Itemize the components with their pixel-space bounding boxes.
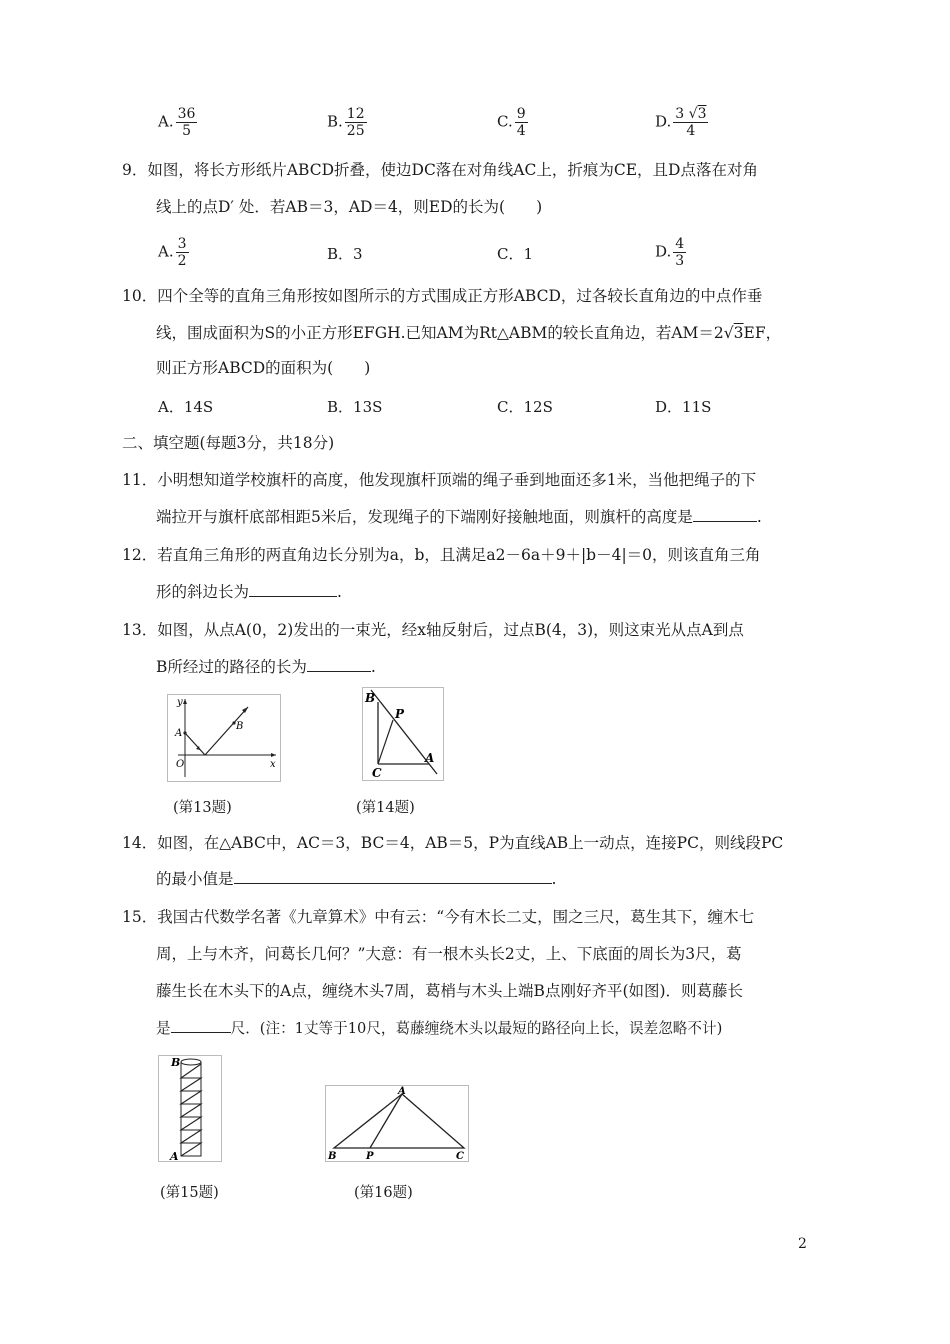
figure-14-diagram xyxy=(363,688,443,780)
q10-line1: 10．四个全等的直角三角形按如图所示的方式围成正方形ABCD，过各较长直角边的中点作垂 xyxy=(122,287,763,305)
label-a: A xyxy=(170,1150,179,1161)
page-number: 2 xyxy=(798,1236,807,1252)
label-a: A xyxy=(425,751,435,765)
log-top xyxy=(181,1059,201,1065)
q14-line1: 14．如图，在△ABC中，AC＝3，BC＝4，AB＝5，P为直线AB上一动点，连接PC，则线段PC xyxy=(122,834,784,852)
figure-14 xyxy=(362,687,444,781)
vine-spiral xyxy=(181,1064,201,1156)
label-o: O xyxy=(176,759,185,770)
q10-option-c: C．12S xyxy=(497,398,553,416)
label-c: C xyxy=(372,766,382,780)
q8-option-b: B. $\frac{12}{25}$ xyxy=(327,106,365,139)
q14-answer-blank xyxy=(234,869,552,884)
q8-option-d: D. $\frac{3 √3}{4}$ xyxy=(655,106,707,139)
q15-line1: 15．我国古代数学名著《九章算术》中有云：“今有木长二丈，围之三尺，葛生其下，缠木七 xyxy=(122,908,755,926)
q13-answer-blank xyxy=(307,657,371,672)
segment-ap xyxy=(370,1094,402,1148)
q11-line1: 11．小明想知道学校旗杆的高度，他发现旗杆顶端的绳子垂到地面还多1米，当他把绳子的下 xyxy=(122,471,757,489)
label-x: x xyxy=(270,759,276,770)
label-b: B xyxy=(171,1056,181,1069)
figure-16-caption: (第16题) xyxy=(354,1185,413,1201)
figure-15 xyxy=(158,1055,222,1162)
q15-answer-blank xyxy=(171,1018,231,1033)
q9-option-a: A. $\frac{3}{2}$ xyxy=(158,236,187,269)
q13-line2: B所经过的路径的长为 . xyxy=(156,658,376,676)
figure-16-diagram xyxy=(326,1086,468,1161)
q15-line2: 周，上与木齐，问葛长几何？”大意：有一根木头长2丈，上、下底面的周长为3尺，葛 xyxy=(156,945,742,963)
q10-line2: 线，围成面积为S的小正方形EFGH.已知AM为Rt△ABM的较长直角边，若AM＝2√3EF， xyxy=(156,324,782,342)
figure-14-caption: (第14题) xyxy=(356,800,415,816)
label-c: C xyxy=(456,1151,464,1161)
q14-line2: 的最小值是 . xyxy=(156,870,557,888)
q11-line2: 端拉开与旗杆底部相距5米后，发现绳子的下端刚好接触地面，则旗杆的高度是 . xyxy=(156,508,762,526)
segment-pc xyxy=(378,720,393,764)
label-p: P xyxy=(366,1151,374,1161)
label-y: y xyxy=(177,697,183,708)
q9-line2: 线上的点D′ 处．若AB＝3，AD＝4，则ED的长为( ) xyxy=(156,198,543,216)
q12-line1: 12．若直角三角形的两直角边长分别为a，b，且满足a2－6a＋9＋|b－4|＝0，则该直角三角 xyxy=(122,546,761,564)
label-b: B xyxy=(236,721,244,732)
figure-15-caption: (第15题) xyxy=(160,1185,219,1201)
figure-16 xyxy=(325,1085,469,1162)
figure-13-diagram xyxy=(168,695,280,781)
q10-line3: 则正方形ABCD的面积为( ) xyxy=(156,359,371,377)
q11-answer-blank xyxy=(693,507,757,522)
label-a: A xyxy=(175,728,183,739)
q15-line4: 是 尺．(注：1丈等于10尺，葛藤缠绕木头以最短的路径向上长，误差忽略不计) xyxy=(156,1020,723,1037)
label-b: B xyxy=(365,691,376,705)
point-a xyxy=(183,731,186,734)
label-a: A xyxy=(398,1086,406,1097)
figure-13 xyxy=(167,694,281,782)
label-b: B xyxy=(328,1151,337,1161)
q9-option-c: C．1 xyxy=(497,245,534,263)
q9-option-d: D. $\frac{4}{3}$ xyxy=(655,236,685,269)
q9-option-b: B．3 xyxy=(327,245,363,263)
q15-line3: 藤生长在木头下的A点，缠绕木头7周，葛梢与木头上端B点刚好齐平(如图)．则葛藤长 xyxy=(156,982,744,1000)
q10-option-b: B．13S xyxy=(327,398,383,416)
label-p: P xyxy=(395,707,405,721)
section-2-heading: 二、填空题(每题3分，共18分) xyxy=(122,434,335,452)
incident-ray xyxy=(185,733,205,755)
triangle-abc xyxy=(334,1094,464,1148)
q10-option-d: D．11S xyxy=(655,398,712,416)
q12-answer-blank xyxy=(249,582,337,597)
figure-13-caption: (第13题) xyxy=(173,800,232,816)
q8-option-a: A. $\frac{36}{5}$ xyxy=(158,106,196,139)
q10-option-a: A．14S xyxy=(158,398,214,416)
q9-line1: 9．如图，将长方形纸片ABCD折叠，使边DC落在对角线AC上，折痕为CE，且D点落在对角 xyxy=(122,161,758,179)
figure-15-diagram xyxy=(159,1056,221,1161)
q13-line1: 13．如图，从点A(0，2)发出的一束光，经x轴反射后，过点B(4，3)，则这束光从点A到点 xyxy=(122,621,744,639)
q12-line2: 形的斜边长为 . xyxy=(156,583,342,601)
q8-option-c: C. $\frac{9}{4}$ xyxy=(497,106,526,139)
